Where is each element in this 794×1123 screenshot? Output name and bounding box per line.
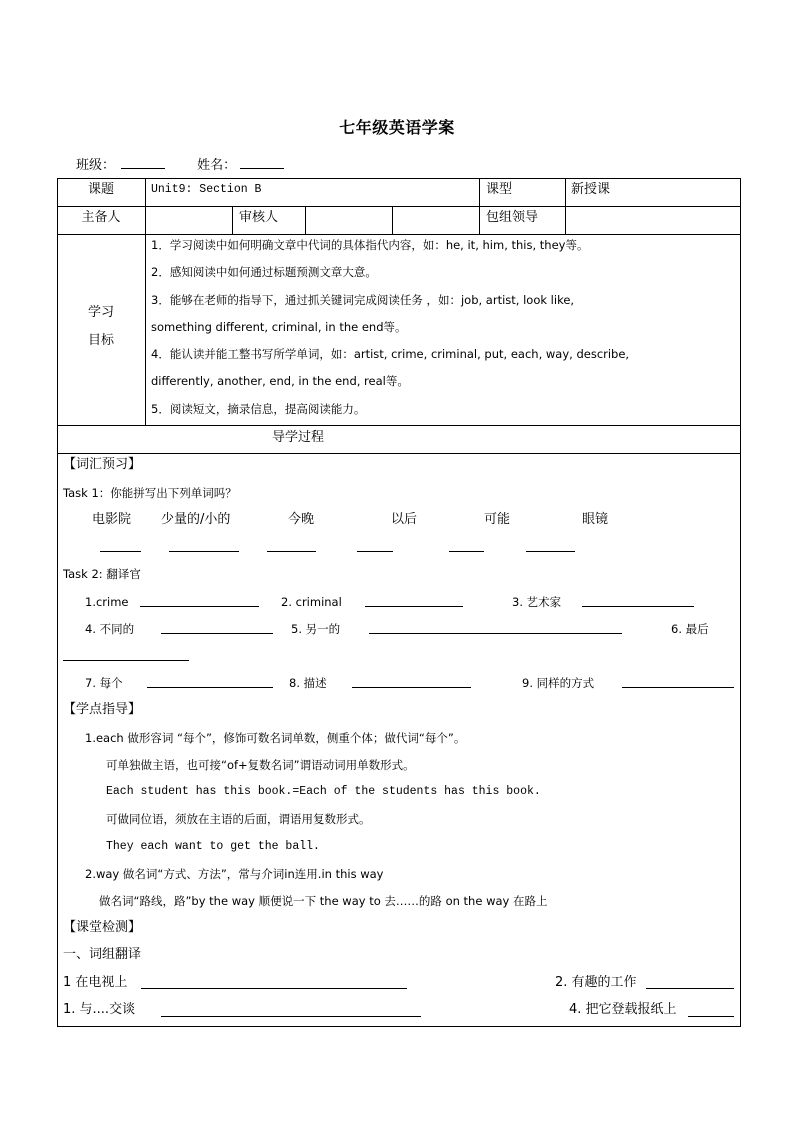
col-divider <box>392 206 393 234</box>
objective-line: 4．能认读并能工整书写所学单词，如：artist, crime, criminal, put, each, way, describe, <box>151 347 630 361</box>
col-divider <box>479 178 480 234</box>
answer-blank[interactable] <box>526 551 575 552</box>
answer-blank[interactable] <box>141 988 407 989</box>
topic-label: 课题 <box>87 182 114 197</box>
answer-blank[interactable] <box>369 633 622 634</box>
row-divider <box>57 425 741 426</box>
translate-item: 8. 描述 <box>289 676 327 690</box>
task1-word: 眼镜 <box>582 512 609 527</box>
answer-blank[interactable] <box>169 551 239 552</box>
task1-word: 今晚 <box>288 512 315 527</box>
guide-line: 做名词“路线，路”by the way 顺便说一下 the way to 去……的路 on the way 在路上 <box>99 894 548 908</box>
col-divider <box>565 178 566 234</box>
name-blank[interactable] <box>240 156 284 169</box>
objective-line: 3．能够在老师的指导下，通过抓关键词完成阅读任务 ，如：job, artist, look like, <box>151 293 575 307</box>
guide-line: 1.each 做形容词 “每个”，修饰可数名词单数，侧重个体；做代词“每个”。 <box>85 731 466 745</box>
translate-item: 2. criminal <box>281 595 342 609</box>
answer-blank[interactable] <box>147 687 273 688</box>
task1-word: 电影院 <box>92 512 132 527</box>
answer-blank[interactable] <box>449 551 484 552</box>
row-divider <box>57 453 741 454</box>
check-question: 2. 有趣的工作 <box>555 975 637 990</box>
leader-label: 包组领导 <box>486 210 539 225</box>
objectives-label-1: 学习 <box>87 305 114 320</box>
guide-line: 可单独做主语，也可接“of+复数名词”谓语动词用单数形式。 <box>106 758 415 772</box>
translate-item: 7. 每个 <box>85 676 123 690</box>
check-question: 4. 把它登载报纸上 <box>569 1002 677 1017</box>
check-question: 1. 与....交谈 <box>63 1002 136 1017</box>
class-label: 班级： <box>76 158 116 173</box>
check-question: 1 在电视上 <box>63 975 128 990</box>
answer-blank[interactable] <box>357 551 393 552</box>
col-divider <box>145 178 146 425</box>
guide-line: They each want to get the ball. <box>106 840 320 853</box>
answer-blank[interactable] <box>267 551 316 552</box>
translate-item: 5. 另一的 <box>291 622 341 636</box>
answer-blank[interactable] <box>161 633 273 634</box>
objective-line: something different, criminal, in the end等。 <box>151 320 407 334</box>
translate-item: 6. 最后 <box>671 622 709 636</box>
class-blank[interactable] <box>121 156 165 169</box>
vocab-heading: 【词汇预习】 <box>63 457 142 472</box>
task2-title: Task 2: 翻译官 <box>63 567 141 581</box>
check-section: 一、词组翻译 <box>63 947 142 962</box>
name-label: 姓名： <box>197 158 237 173</box>
answer-blank[interactable] <box>622 687 734 688</box>
translate-item: 3. 艺术家 <box>512 595 562 609</box>
row-divider <box>57 234 741 235</box>
task1-word: 以后 <box>391 512 418 527</box>
col-divider <box>305 206 306 234</box>
type-value: 新授课 <box>571 182 611 197</box>
task1-word: 可能 <box>484 512 511 527</box>
guide-line: 2.way 做名词“方式、方法”，常与介词in连用.in this way <box>85 867 384 881</box>
objectives-label-2: 目标 <box>87 333 114 348</box>
translate-item: 4. 不同的 <box>85 622 135 636</box>
objective-line: 2．感知阅读中如何通过标题预测文章大意。 <box>151 265 377 279</box>
translate-item: 9. 同样的方式 <box>522 676 595 690</box>
answer-blank[interactable] <box>582 606 694 607</box>
answer-blank[interactable] <box>161 1016 421 1017</box>
topic-value: Unit9: Section B <box>151 183 262 196</box>
task1-word: 少量的/小的 <box>161 512 231 527</box>
type-label: 课型 <box>486 182 513 197</box>
guide-line: 可做同位语，须放在主语的后面，谓语用复数形式。 <box>106 812 371 826</box>
answer-blank[interactable] <box>688 1016 734 1017</box>
answer-blank[interactable] <box>646 988 734 989</box>
name-row <box>76 154 284 173</box>
process-title: 导学过程 <box>272 430 325 445</box>
guide-line: Each student has this book.=Each of the students has this book. <box>106 785 541 798</box>
translate-item: 1.crime <box>85 595 129 609</box>
objective-line: differently, another, end, in the end, real等。 <box>151 374 409 388</box>
answer-blank[interactable] <box>352 687 471 688</box>
col-divider <box>232 206 233 234</box>
reviewer-label: 审核人 <box>239 210 279 225</box>
check-heading: 【课堂检测】 <box>63 920 142 935</box>
guide-heading: 【学点指导】 <box>63 702 142 717</box>
row-divider <box>57 206 741 207</box>
page-title: 七年级英语学案 <box>339 118 455 137</box>
objective-line: 5．阅读短文，摘录信息，提高阅读能力。 <box>151 402 366 416</box>
preparer-label: 主备人 <box>81 210 121 225</box>
objective-line: 1．学习阅读中如何明确文章中代词的具体指代内容，如：he, it, him, this, they等。 <box>151 238 589 252</box>
answer-blank[interactable] <box>140 606 259 607</box>
answer-blank[interactable] <box>365 606 463 607</box>
answer-blank[interactable] <box>63 660 189 661</box>
answer-blank[interactable] <box>100 551 141 552</box>
task1-title: Task 1：你能拼写出下列单词吗？ <box>63 486 237 500</box>
